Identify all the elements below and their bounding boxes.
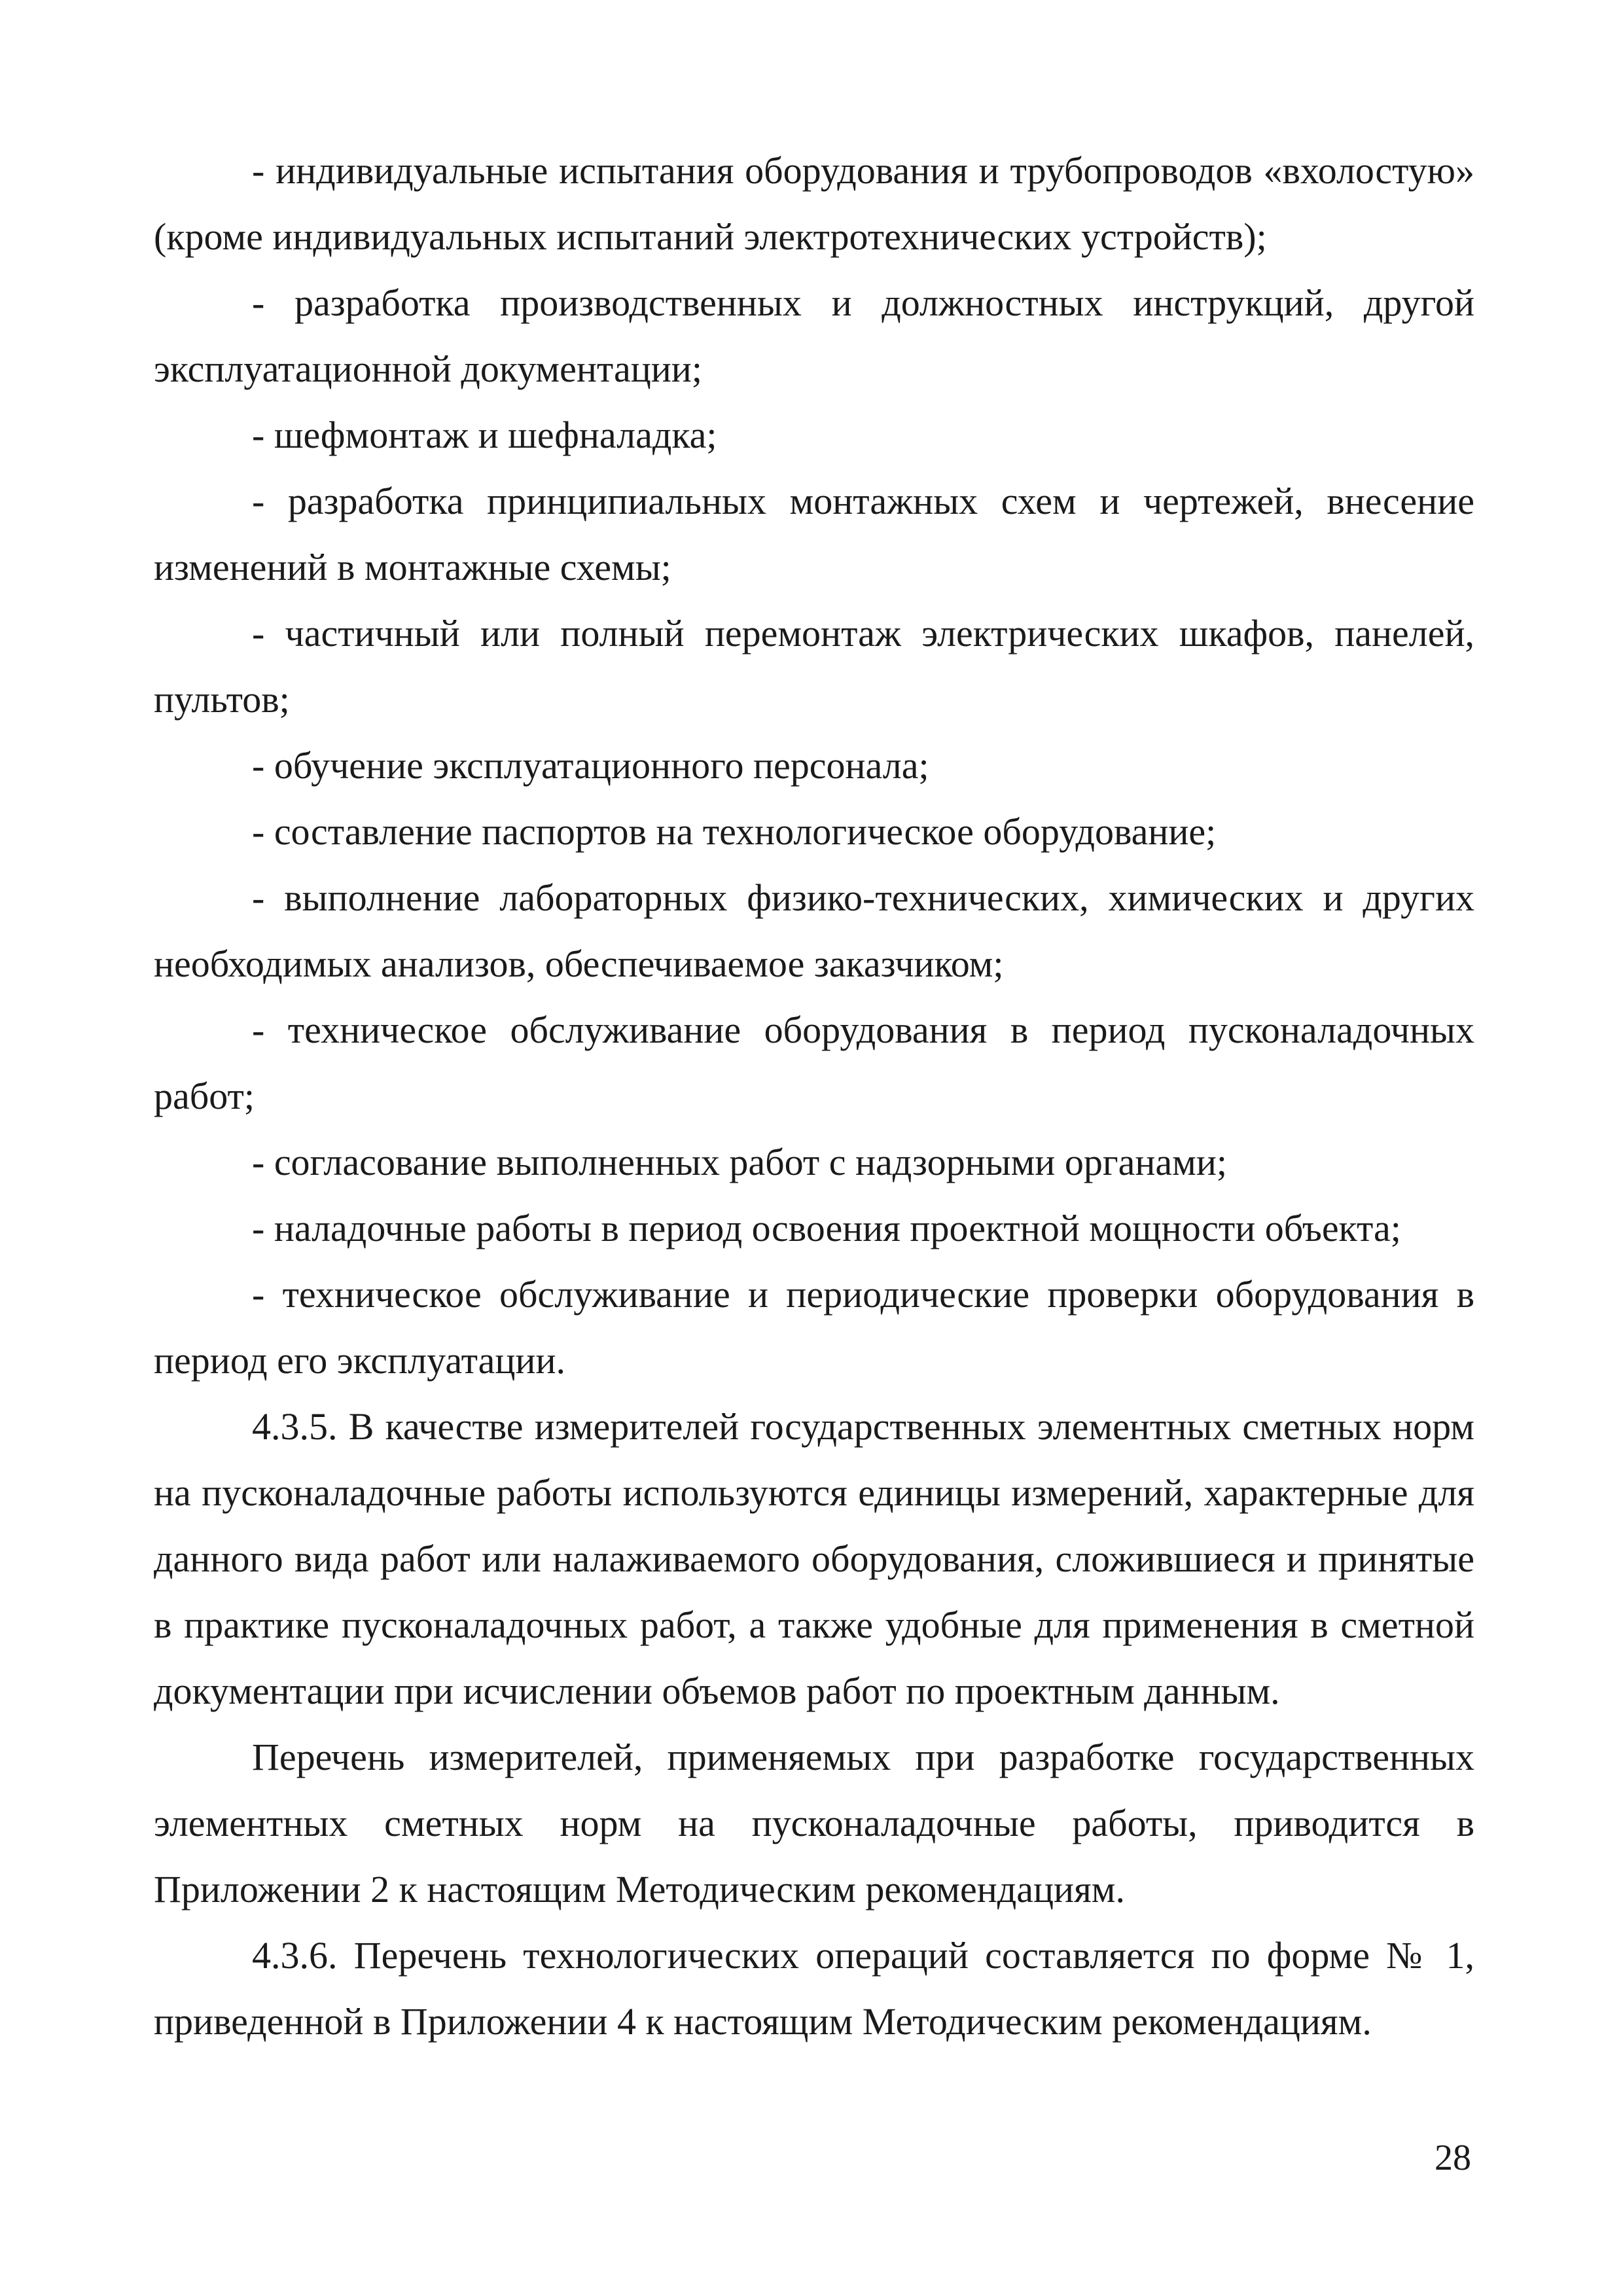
list-item-schemes-development: - разработка принципиальных монтажных схем и чертежей, внесение изменений в монтажные схемы;	[154, 480, 1474, 588]
body-text	[154, 137, 1474, 2054]
page-number: 28	[1435, 2138, 1471, 2178]
paragraph-measurers-list: Перечень измерителей, применяемых при разработке государственных элементных сметных норм на пусконаладочные работы, приводится в Приложении 2 к настоящим Методическим рекомендациям.	[154, 1736, 1474, 1910]
list-item-passports: - составление паспортов на технологическое оборудование;	[252, 810, 1217, 853]
list-item-staff-training: - обучение эксплуатационного персонала;	[252, 744, 929, 787]
section-4-3-5: 4.3.5. В качестве измерителей государственных элементных сметных норм на пусконаладочные работы используются единицы измерений, характерные для данного вида работ или налаживаемого оборудования, сложившиеся и принятые в практике пусконаладочных работ, а также удобные для применения в сметной документации при исчислении объемов работ по проектным данным.	[154, 1405, 1474, 1712]
list-item-instructions-development: - разработка производственных и должностных инструкций, другой эксплуатационной документации;	[154, 281, 1474, 390]
list-item-supervision: - шефмонтаж и шефналадка;	[252, 414, 717, 456]
list-item-individual-tests: - индивидуальные испытания оборудования и трубопроводов «вхолостую» (кроме индивидуальных испытаний электротехнических устройств);	[154, 149, 1474, 258]
list-item-approval: - согласование выполненных работ с надзорными органами;	[252, 1141, 1227, 1183]
list-item-adjustment-works: - наладочные работы в период освоения проектной мощности объекта;	[252, 1207, 1401, 1249]
list-item-maintenance-operation: - техническое обслуживание и периодические проверки оборудования в период его эксплуатации.	[154, 1273, 1474, 1382]
section-4-3-6: 4.3.6. Перечень технологических операций составляется по форме № 1, приведенной в Приложении 4 к настоящим Методическим рекомендациям.	[154, 1934, 1474, 2043]
list-item-lab-analyses: - выполнение лабораторных физико-технических, химических и других необходимых анализов, обеспечиваемое заказчиком;	[154, 876, 1474, 985]
list-item-maintenance-commissioning: - техническое обслуживание оборудования в период пусконаладочных работ;	[154, 1009, 1474, 1117]
list-item-remounting: - частичный или полный перемонтаж электрических шкафов, панелей, пультов;	[154, 612, 1474, 721]
